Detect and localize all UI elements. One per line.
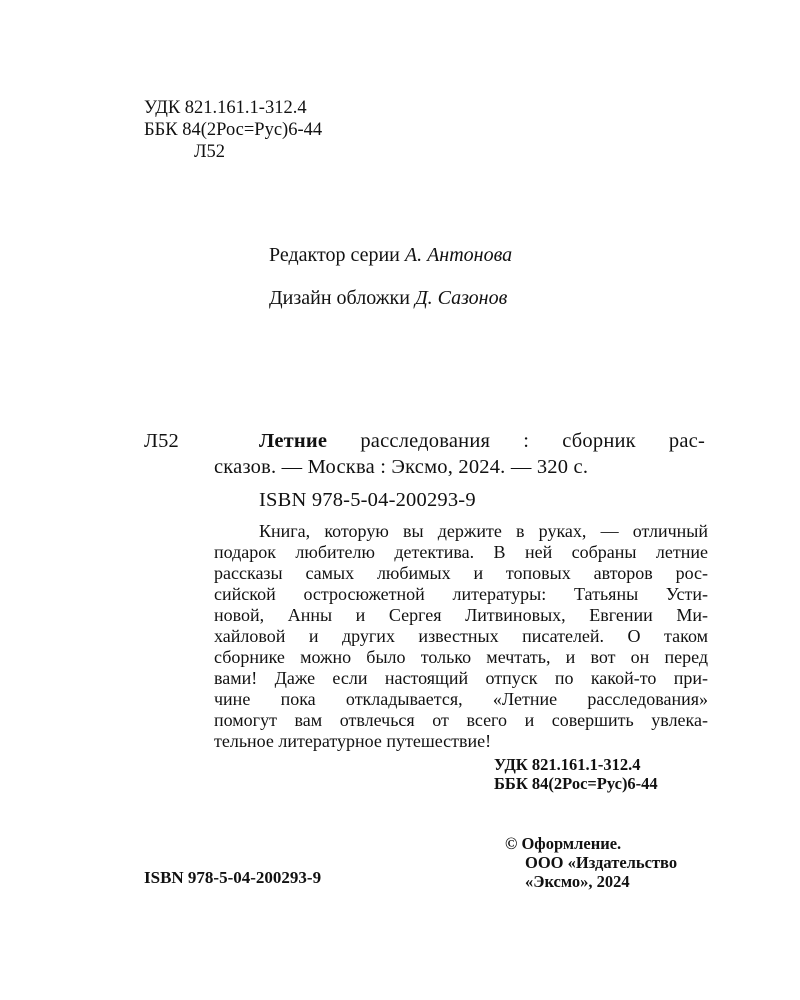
annotation-line: сборнике можно было только мечтать, и вот он перед (214, 647, 708, 667)
book-title-rest: расследования : сборник рас- (360, 430, 706, 452)
annotation-line: хайловой и других известных писателей. О таком (214, 626, 708, 646)
bibliographic-author-mark: Л52 (144, 430, 180, 452)
copyright-line-2: ООО «Издательство (525, 853, 678, 872)
cover-designer-name: Д. Сазонов (414, 287, 508, 309)
annotation-line: рассказы самых любимых и топовых авторов рос- (214, 563, 708, 583)
author-mark: Л52 (194, 142, 226, 162)
annotation-line: помогут вам отвлечься от всего и совершить увлека- (214, 710, 708, 730)
series-editor-credit (269, 243, 512, 267)
cover-designer-credit (269, 286, 507, 310)
udk-code-bottom: УДК 821.161.1-312.4 (494, 755, 641, 774)
bbk-code: ББК 84(2Рос=Рус)6-44 (144, 120, 323, 140)
cover-designer-label: Дизайн обложки (269, 287, 410, 309)
bibliographic-isbn: ISBN 978-5-04-200293-9 (259, 489, 476, 511)
copyright-line-3: «Эксмо», 2024 (525, 872, 630, 891)
book-title: Летние (259, 430, 328, 452)
annotation-paragraph (214, 521, 708, 752)
udk-code: УДК 821.161.1-312.4 (144, 98, 307, 118)
series-editor-name: А. Антонова (404, 244, 513, 266)
copyright-line-1: © Оформление. (505, 834, 622, 853)
annotation-line: чине пока откладывается, «Летние расследования» (214, 689, 708, 709)
bibliographic-title-line (259, 428, 705, 454)
annotation-line: вами! Даже если настоящий отпуск по какой-то при- (214, 668, 708, 688)
bbk-code-bottom: ББК 84(2Рос=Рус)6-44 (494, 774, 658, 793)
series-editor-label: Редактор серии (269, 244, 400, 266)
footer-isbn: ISBN 978-5-04-200293-9 (144, 868, 322, 887)
bibliographic-imprint: сказов. — Москва : Эксмо, 2024. — 320 с. (214, 456, 589, 478)
annotation-line: новой, Анны и Сергея Литвиновых, Евгении Ми- (214, 605, 708, 625)
annotation-line: Книга, которую вы держите в руках, — отличный (259, 521, 708, 541)
annotation-line: тельное литературное путешествие! (214, 731, 492, 751)
annotation-line: подарок любителю детектива. В ней собраны летние (214, 542, 708, 562)
annotation-line: сийской остросюжетной литературы: Татьяны Усти- (214, 584, 708, 604)
